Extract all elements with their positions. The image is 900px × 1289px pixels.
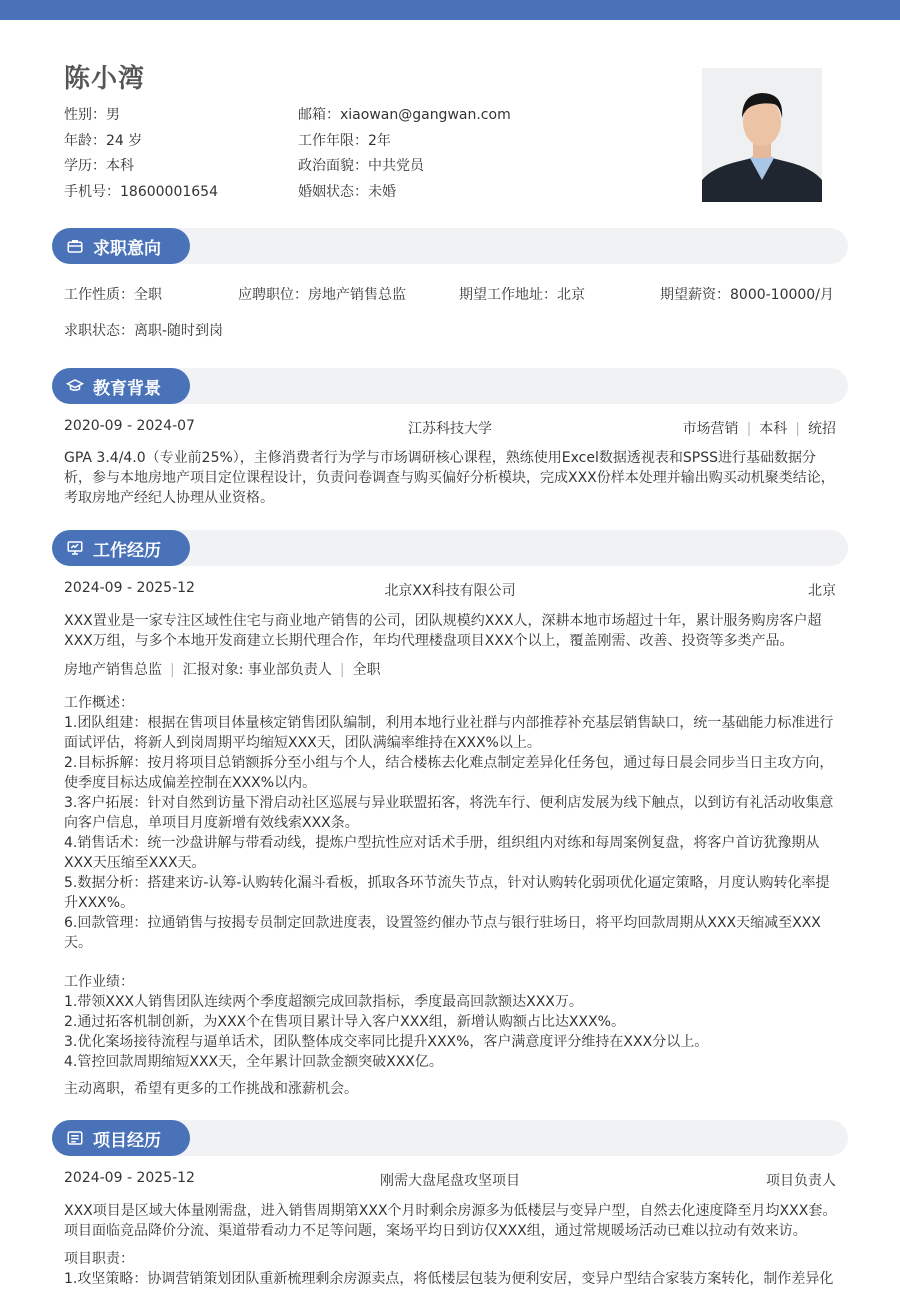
work-achievement-title: 工作业绩： bbox=[64, 974, 134, 990]
basic-info bbox=[64, 104, 624, 206]
work-overview-item: 1.团队组建：根据在售项目体量核定销售团队编制，利用本地行业社群与内部推荐补充基层销售缺口，统一基础能力标准进行面试评估，将新人到岗周期平均缩短XXX天，团队满编率维持在XXX%以上。 bbox=[64, 715, 834, 751]
work-overview-item: 3.客户拓展：针对自然到访量下滑启动社区巡展与异业联盟拓客，将洗车行、便利店发展为线下触点，以到访有礼活动收集意向客户信息，单项目月度新增有效线索XXX条。 bbox=[64, 795, 834, 831]
section-intent-pill: 求职意向 bbox=[52, 228, 190, 264]
work-company-description: XXX置业是一家专注区域性住宅与商业地产销售的公司，团队规模约XXX人，深耕本地市场超过十年，累计服务购房客户超XXX万组，与多个本地开发商建立长期代理合作，年均代理楼盘项目XXX个以上，覆盖刚需、改善、投资等多类产品。 bbox=[64, 613, 822, 649]
work-achievement-item: 3.优化案场接待流程与逼单话术，团队整体成交率同比提升XXX%，客户满意度评分维持在XXX分以上。 bbox=[64, 1034, 709, 1050]
work-company: 北京XX科技有限公司 bbox=[384, 583, 516, 599]
phone-field: 手机号：18600001654 bbox=[64, 183, 218, 200]
project-period: 2024-09 - 2025-12 bbox=[64, 1170, 195, 1186]
email-field: 邮箱：xiaowan@gangwan.com bbox=[298, 107, 511, 123]
years-field: 工作年限：2年 bbox=[298, 132, 391, 149]
section-education-pill: 教育背景 bbox=[52, 368, 190, 404]
project-role: 项目负责人 bbox=[766, 1173, 836, 1189]
section-project-header bbox=[52, 1120, 848, 1156]
section-education-header bbox=[52, 368, 848, 404]
project-duties bbox=[64, 1249, 838, 1287]
project-header-row bbox=[64, 1170, 836, 1190]
work-role-meta: 房地产销售总监 | 汇报对象: 事业部负责人 | 全职 bbox=[64, 662, 381, 678]
briefcase-icon bbox=[66, 237, 84, 255]
top-accent-bar bbox=[0, 0, 900, 20]
work-achievement-item: 4.管控回款周期缩短XXX天，全年累计回款金额突破XXX亿。 bbox=[64, 1054, 443, 1070]
work-overview-item: 6.回款管理：拉通销售与按揭专员制定回款进度表，设置签约催办节点与银行驻场日，将平均回款周期从XXX天缩减至XXX天。 bbox=[64, 915, 821, 951]
gender-field: 性别：男 bbox=[64, 107, 120, 123]
education-header-row bbox=[64, 418, 836, 438]
education-description: GPA 3.4/4.0（专业前25%），主修消费者行为学与市场调研核心课程，熟练使用Excel数据透视表和SPSS进行基础数据分析，参与本地房地产项目定位课程设计，负责问卷调查与购买偏好分析模块，完成XXX份样本处理并输出购买动机聚类结论，考取房地产经纪人协理从业资格。 bbox=[64, 450, 835, 506]
graduation-cap-icon bbox=[66, 377, 84, 395]
project-duty-item: 1.攻坚策略：协调营销策划团队重新梳理剩余房源卖点，将低楼层包装为便利安居，变异户型结合家装方案转化，制作差异化 bbox=[64, 1271, 834, 1287]
work-achievement-item: 1.带领XXX人销售团队连续两个季度超额完成回款指标，季度最高回款额达XXX万。 bbox=[64, 994, 583, 1010]
work-achievements bbox=[64, 972, 838, 1072]
intent-city: 期望工作地址：北京 bbox=[459, 287, 585, 303]
presentation-icon bbox=[66, 539, 84, 557]
marital-field: 婚姻状态：未婚 bbox=[298, 183, 396, 200]
work-overview-item: 2.目标拆解：按月将项目总销额拆分至小组与个人，结合楼栋去化难点制定差异化任务包，通过每日晨会同步当日主攻方向，使季度目标达成偏差控制在XXX%以内。 bbox=[64, 755, 834, 791]
candidate-name: 陈小湾 bbox=[64, 64, 146, 94]
work-overview-item: 4.销售话术：统一沙盘讲解与带看动线，提炼户型抗性应对话术手册，组织组内对练和每周案例复盘，将客户首访犹豫期从XXX天压缩至XXX天。 bbox=[64, 835, 820, 871]
project-duty-title: 项目职责： bbox=[64, 1251, 134, 1267]
project-description: XXX项目是区域大体量刚需盘，进入销售周期第XXX个月时剩余房源多为低楼层与变异户型，自然去化速度降至月均XXX套。项目面临竞品降价分流、渠道带看动力不足等问题，案场平均日到访仅XXX组，通过常规暖场活动已难以拉动有效来访。 bbox=[64, 1203, 837, 1239]
section-intent-header bbox=[52, 228, 848, 264]
work-period: 2024-09 - 2025-12 bbox=[64, 580, 195, 596]
intent-status: 求职状态：离职-随时到岗 bbox=[64, 323, 224, 339]
intent-position: 应聘职位：房地产销售总监 bbox=[238, 287, 406, 303]
intent-type: 工作性质：全职 bbox=[64, 287, 162, 303]
work-city: 北京 bbox=[808, 583, 836, 599]
age-field: 年龄：24 岁 bbox=[64, 132, 143, 149]
profile-photo bbox=[702, 68, 822, 202]
education-school: 江苏科技大学 bbox=[408, 421, 492, 437]
intent-salary: 期望薪资：8000-10000/月 bbox=[660, 287, 834, 303]
work-overview-item: 5.数据分析：搭建来访-认筹-认购转化漏斗看板，抓取各环节流失节点，针对认购转化弱项优化逼定策略，月度认购转化率提升XXX%。 bbox=[64, 875, 830, 911]
list-icon bbox=[66, 1129, 84, 1147]
section-work-header bbox=[52, 530, 848, 566]
section-work-pill: 工作经历 bbox=[52, 530, 190, 566]
work-overview-title: 工作概述： bbox=[64, 695, 134, 711]
politics-field: 政治面貌：中共党员 bbox=[298, 158, 424, 174]
education-period: 2020-09 - 2024-07 bbox=[64, 418, 195, 434]
project-name: 刚需大盘尾盘攻坚项目 bbox=[380, 1173, 520, 1189]
work-overview bbox=[64, 693, 838, 953]
education-meta: 市场营销 | 本科 | 统招 bbox=[682, 421, 836, 437]
education-field: 学历：本科 bbox=[64, 158, 134, 174]
work-achievement-item: 2.通过拓客机制创新，为XXX个在售项目累计导入客户XXX组，新增认购额占比达XXX%。 bbox=[64, 1014, 625, 1030]
section-project-pill: 项目经历 bbox=[52, 1120, 190, 1156]
work-header-row bbox=[64, 580, 836, 600]
work-leave-reason: 主动离职，希望有更多的工作挑战和涨薪机会。 bbox=[64, 1081, 358, 1097]
